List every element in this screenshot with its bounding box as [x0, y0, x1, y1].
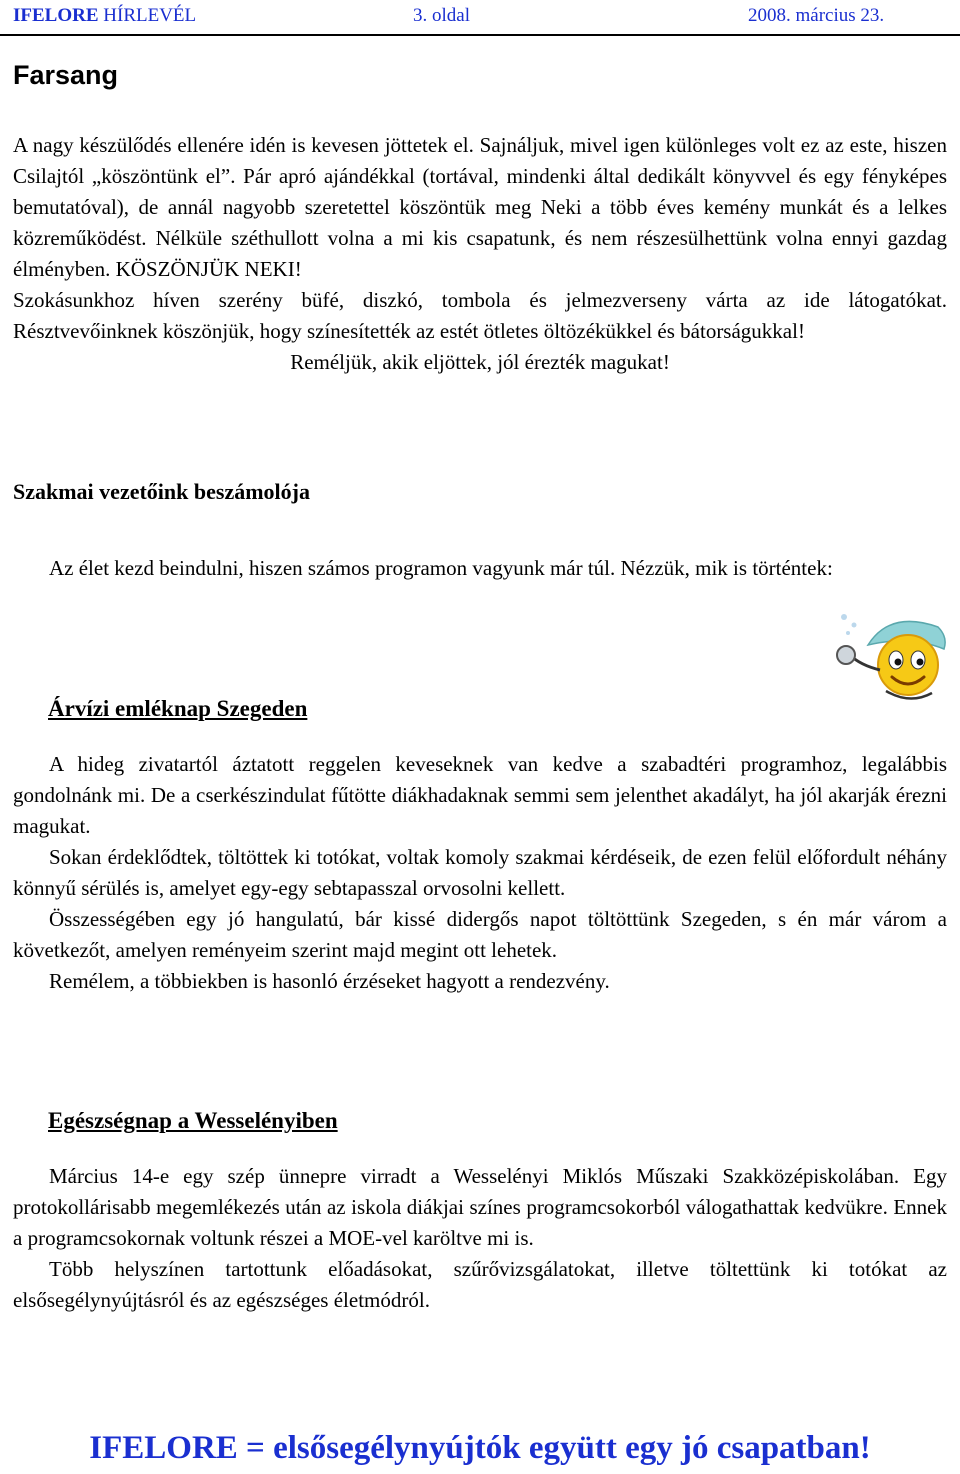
egeszsegnap-paragraph-2: Több helyszínen tartottunk előadásokat, szűrővizsgálatokat, illetve töltettünk ki totókat az elsősegélynyújtásról és az egészséges életmódról.: [13, 1257, 947, 1312]
farsang-paragraph-2: Szokásunkhoz híven szerény büfé, diszkó, tombola és jelmezverseny várta az ide látogatókat. Résztvevőinknek köszönjük, hogy színesítették az estét ötletes öltözékükkel és bátorságukkal!: [13, 288, 947, 343]
arvizi-paragraph-2: Sokan érdeklődtek, töltöttek ki totókat, voltak komoly szakmai kérdéseik, de ezen felül előfordult néhány könnyű sérülés is, amelyet egy-egy sebtapasszal orvosolni kellett.: [13, 845, 947, 900]
arvizi-paragraph-4: Remélem, a többiekben is hasonló érzéseket hagyott a rendezvény.: [49, 969, 610, 993]
newsletter-name: IFELORE HÍRLEVÉL: [13, 5, 197, 26]
szakmai-intro: Az élet kezd beindulni, hiszen számos programon vagyunk már túl. Nézzük, mik is történtek:: [49, 556, 833, 580]
nurse-smiley-icon: [820, 605, 960, 705]
farsang-closing: Reméljük, akik eljöttek, jól érezték magukat!: [290, 350, 670, 374]
farsang-section: [13, 130, 947, 378]
footer-slogan: IFELORE = elsősegélynyújtók együtt egy jó csapatban!: [89, 1430, 871, 1466]
farsang-paragraph-1: A nagy készülődés ellenére idén is kevesen jöttetek el. Sajnáljuk, mivel igen különleges volt ez az este, hiszen Csilajtól „köszöntünk el”. Pár apró ajándékkal (tortával, mindenki által dedikált könyvvel és egy fényképes bemutatóval), de annál nagyobb szeretettel köszöntük meg Neki a több éves kemény munkát és a lelkes közreműködést. Nélküle széthullott volna a mi kis csapatunk, és nem részesülhettünk volna ennyi gazdag élményben. KÖSZÖNJÜK NEKI!: [13, 133, 947, 281]
farsang-title: Farsang: [13, 60, 119, 90]
arvizi-paragraph-1: A hideg zivatartól áztatott reggelen keveseknek van kedve a szabadtéri programhoz, legalábbis gondolnánk mi. De a cserkészindulat fűtötte diákhadaknak semmi sem jelenthet akadályt, ha jól akarják érezni magukat.: [13, 752, 947, 838]
page-header: [0, 0, 960, 36]
arvizi-section: [13, 749, 947, 997]
szakmai-title: Szakmai vezetőink beszámolója: [13, 479, 310, 504]
egeszsegnap-title: Egészségnap a Wesselényiben: [48, 1108, 338, 1133]
arvizi-title: Árvízi emléknap Szegeden: [48, 696, 308, 721]
egeszsegnap-paragraph-1: Március 14-e egy szép ünnepre virradt a Wesselényi Miklós Műszaki Szakközépiskolában. Egy protokollárisabb megemlékezés után az iskola diákjai színes programcsokorból válogathattak kedvükre. Ennek a programcsokornak voltunk részei a MOE-vel karöltve mi is.: [13, 1164, 947, 1250]
arvizi-paragraph-3: Összességében egy jó hangulatú, bár kissé didergős napot töltöttünk Szegeden, s én már várom a következőt, amelyen reményeim szerint majd megint ott lehetek.: [13, 907, 947, 962]
issue-date: 2008. március 23.: [748, 5, 885, 26]
egeszsegnap-section: [13, 1161, 947, 1316]
szakmai-intro-block: [13, 553, 947, 584]
page-number: 3. oldal: [413, 5, 470, 26]
